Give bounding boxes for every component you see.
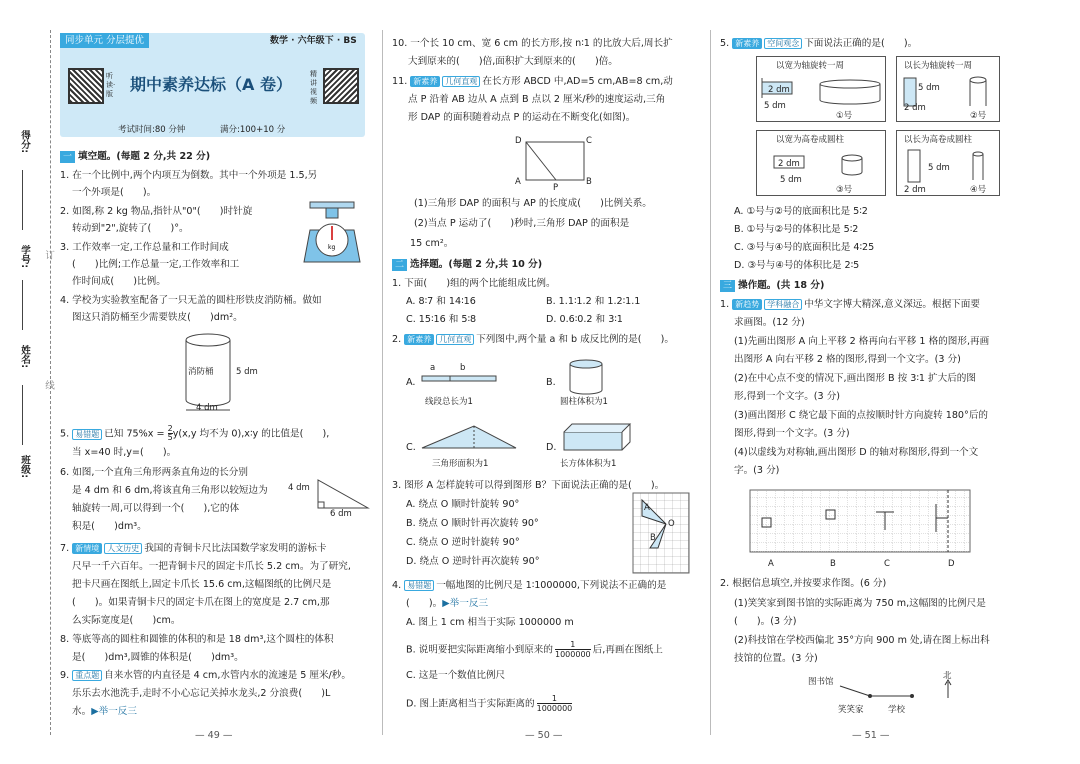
point-a: A xyxy=(515,177,521,187)
q8-line2: 是( )dm³,圆锥的体积是( )dm³。 xyxy=(72,652,244,663)
section-number: 一 xyxy=(60,151,75,163)
c1-option-a[interactable]: A. 8∶7 和 14∶16 xyxy=(406,296,476,307)
section-heading xyxy=(720,278,824,294)
c4-option-c[interactable]: C. 这是一个数值比例尺 xyxy=(406,670,506,681)
tag-key: 重点题 xyxy=(72,670,102,681)
c1-option-b[interactable]: B. 1.1∶1.2 和 1.2∶1.1 xyxy=(546,296,641,307)
section-title: 填空题。(每题 2 分,共 22 分) xyxy=(78,151,211,162)
map-north: 北 xyxy=(943,671,952,681)
q9-line2: 乐乐去水池洗手,走时不小心忘记关掉水龙头,2 分浪费( )L xyxy=(72,688,331,699)
figure-2-length: 5 dm xyxy=(918,83,940,93)
id-label: 学号: xyxy=(19,245,30,269)
q11-text-a: 在长方形 ABCD 中,AD=5 cm,AB=8 cm,动 xyxy=(482,76,673,87)
column-divider xyxy=(710,30,711,735)
tag-new-context: 新情境 xyxy=(72,543,102,554)
figure-2-title: 以长为轴旋转一周 xyxy=(904,61,973,71)
o1-sub2b: 形,得到一个文字。(3 分) xyxy=(734,391,841,402)
page-number: — 50 — xyxy=(525,730,563,741)
figure-4-length: 5 dm xyxy=(928,163,950,173)
grid-label-a: A xyxy=(768,559,774,569)
c1-option-c[interactable]: C. 15∶16 和 5∶8 xyxy=(406,314,477,325)
q1-line2: 一个外项是( )。 xyxy=(72,187,157,198)
q11-line2: 点 P 沿着 AB 边从 A 点到 B 点以 2 厘米/秒的速度运动,三角 xyxy=(408,94,666,105)
cut-mark2: 线 xyxy=(43,380,54,390)
q6-line2: 是 4 dm 和 6 dm,将该直角三角形以较短边为 xyxy=(72,485,268,496)
figure-1-title: 以宽为轴旋转一周 xyxy=(776,61,845,71)
q5-frac-num: 2 xyxy=(167,424,173,433)
q7-text-a: 我国的青铜卡尺比法国数学家发明的游标卡 xyxy=(144,543,327,554)
grid-label-c: C xyxy=(884,559,890,569)
c2-caption-b: 圆柱体积为1 xyxy=(560,397,608,407)
c3-option-c[interactable]: C. 绕点 O 逆时针旋转 90° xyxy=(406,537,520,548)
class-label: 班级: xyxy=(19,455,30,479)
o1-sub1b: 出图形 A 向右平移 2 格的图形,得到一个文字。(3 分) xyxy=(734,354,961,365)
q9-text-a: 自来水管的内直径是 4 cm,水管内水的流速是 5 厘米/秒。 xyxy=(104,670,351,681)
tag-error-prone: 易错题 xyxy=(72,429,102,440)
bucket-height: 5 dm xyxy=(236,367,258,377)
section-heading xyxy=(60,149,210,165)
tag-geometry: 几何直观 xyxy=(436,334,474,345)
q1-line1: 1. 在一个比例中,两个内项互为倒数。其中一个外项是 1.5,另 xyxy=(60,170,318,181)
figure-1-length: 5 dm xyxy=(764,101,786,111)
tag-history: 人文历史 xyxy=(104,543,142,554)
figure-1-width: 2 dm xyxy=(768,85,790,95)
cut-mark: 订 xyxy=(43,250,54,260)
o2-sub1b: ( )。(3 分) xyxy=(734,616,797,627)
c4d-text1: D. 图上距离相当于实际距离的 xyxy=(406,698,535,710)
c3-option-d[interactable]: D. 绕点 O 逆时针再次旋转 90° xyxy=(406,556,540,567)
o1-sub2a: (2)在中心点不变的情况下,画出图形 B 按 3∶1 扩大后的图 xyxy=(734,373,976,384)
c3-question: 3. 图形 A 怎样旋转可以得到图形 B？下面说法正确的是( )。 xyxy=(392,480,665,491)
map-library: 图书馆 xyxy=(808,677,834,687)
q11-sub1: (1)三角形 DAP 的面积与 AP 的长度成( )比例关系。 xyxy=(414,198,652,209)
q5-line1: 5. 易错题 已知 75%x = $\frac{2}{5}$ y(x,y 均不为 0),x∶y 的比值是( ), xyxy=(60,424,330,442)
q4-line2: 图这只消防桶至少需要铁皮( )dm²。 xyxy=(72,312,243,323)
figure-4-width: 2 dm xyxy=(904,185,926,195)
c5-text: 下面说法正确的是( )。 xyxy=(804,38,918,49)
tri-side-b: 6 dm xyxy=(330,509,352,519)
subject-label: 数学 · 六年级下 · BS xyxy=(270,36,357,46)
figure-3-title: 以宽为高卷成圆柱 xyxy=(776,135,845,145)
grid-label-b: B xyxy=(830,559,836,569)
name-label: 姓名: xyxy=(19,345,30,369)
map-school: 学校 xyxy=(888,705,906,715)
score-line xyxy=(22,170,23,230)
c4-text-a: 一幅地图的比例尺是 1∶1000000,下列说法不正确的是 xyxy=(436,580,667,591)
q5-frac-den: 5 xyxy=(167,433,173,442)
point-c: C xyxy=(586,136,592,146)
c4b-frac-num: 1 xyxy=(555,640,591,650)
c5-option-a[interactable]: A. ①号与②号的底面积比是 5∶2 xyxy=(734,206,868,217)
c5-option-d[interactable]: D. ③号与④号的体积比是 2∶5 xyxy=(734,260,860,271)
q7-line3: 把卡尺画在图纸上,固定卡爪长 15.6 cm,这幅图纸的比例尺是 xyxy=(72,579,332,590)
q2-line2: 转动到"2",旋转了( )°。 xyxy=(72,223,189,234)
series-label: 同步单元 分层提优 xyxy=(60,33,149,48)
q9-line3 xyxy=(72,704,137,720)
cuboid-figure xyxy=(560,420,632,454)
c4-question: 4. 易错题 一幅地图的比例尺是 1∶1000000,下列说法不正确的是 xyxy=(392,580,667,591)
o1-sub3a: (3)画出图形 C 绕它最下面的点按顺时针方向旋转 180°后的 xyxy=(734,410,989,421)
c2-caption-c: 三角形面积为1 xyxy=(432,459,489,469)
shape-a-label: A xyxy=(644,503,650,513)
label-a: a xyxy=(430,363,436,373)
q7-line2: 尺早一千六百年。一把青铜卡尺的固定卡爪长 5.2 cm。为了研究, xyxy=(72,561,351,572)
o1-sub4a: (4)以虚线为对称轴,画出图形 D 的轴对称图形,得到一个文 xyxy=(734,447,979,458)
figure-2-number: ②号 xyxy=(970,111,987,121)
page-title: 期中素养达标（A 卷） xyxy=(130,75,292,94)
q2-line1: 2. 如图,称 2 kg 物品,指针从"0"( )时针旋 xyxy=(60,206,253,217)
section-number: 二 xyxy=(392,259,407,271)
figure-3-number: ③号 xyxy=(836,185,853,195)
o1-line2: 求画图。(12 分) xyxy=(734,317,805,328)
o2-line1: 2. 根据信息填空,并按要求作图。(6 分) xyxy=(720,578,887,589)
c2-question: 2. 新素养 几何直观 下列图中,两个量 a 和 b 成反比例的是( )。 xyxy=(392,334,674,345)
tag-new-literacy: 新素养 xyxy=(732,38,762,49)
c4-option-b xyxy=(406,640,663,659)
figure-3-width: 2 dm xyxy=(778,159,800,169)
point-b: B xyxy=(586,177,592,187)
q5-text-a: 已知 75%x = xyxy=(104,428,168,440)
page-number: — 49 — xyxy=(195,730,233,741)
o1-sub4b: 字。(3 分) xyxy=(734,465,780,476)
c4-option-d xyxy=(406,694,574,713)
tag-new-trend: 新趋势 xyxy=(732,299,762,310)
tag-geometry: 几何直观 xyxy=(442,76,480,87)
c3-option-b[interactable]: B. 绕点 O 顺时针再次旋转 90° xyxy=(406,518,539,529)
c1-question: 1. 下面( )组的两个比能组成比例。 xyxy=(392,278,556,289)
o1-sub1a: (1)先画出图形 A 向上平移 2 格再向右平移 1 格的图形,再画 xyxy=(734,336,990,347)
q3-line1: 3. 工作效率一定,工作总量和工作时间成 xyxy=(60,242,229,253)
q6-line1: 6. 如图,一个直角三角形两条直角边的长分别 xyxy=(60,467,248,478)
more-practice-link[interactable]: ▶举一反三 xyxy=(91,706,137,717)
q10-line2: 大到原来的( )倍,面积扩大到原来的( )倍。 xyxy=(408,56,618,67)
q4-line1: 4. 学校为实验教室配备了一只无盖的圆柱形铁皮消防桶。做如 xyxy=(60,295,322,306)
cylinder-figure xyxy=(566,358,612,396)
section-title: 选择题。(每题 2 分,共 10 分) xyxy=(410,259,543,270)
exam-time: 考试时间:80 分钟 xyxy=(118,125,186,135)
qr-left-label: 听读·版 xyxy=(106,72,116,98)
tag-interdisciplinary: 学科融合 xyxy=(764,299,802,310)
o1-line1: 1. 新趋势 学科融合 中华文字博大精深,意义深远。根据下面要 xyxy=(720,299,980,310)
c4d-frac-den: 1000000 xyxy=(536,704,573,713)
label-b: b xyxy=(460,363,466,373)
score-label: 得分: xyxy=(19,130,30,154)
q6-line4: 积是( )dm³。 xyxy=(72,521,147,532)
c4-text-b: ( )。 xyxy=(406,598,443,609)
c2-caption-a: 线段总长为1 xyxy=(425,397,473,407)
full-score: 满分:100+10 分 xyxy=(220,125,286,135)
c4d-frac-num: 1 xyxy=(537,694,573,704)
o1-text-a: 中华文字博大精深,意义深远。根据下面要 xyxy=(804,299,980,310)
q8-line1: 8. 等底等高的圆柱和圆锥的体积的和是 18 dm³,这个圆柱的体积 xyxy=(60,634,334,645)
o2-sub1a: (1)笑笑家到图书馆的实际距离为 750 m,这幅图的比例尺是 xyxy=(734,598,986,609)
c2-option-b[interactable]: B. xyxy=(546,377,556,388)
q11-line1: 11. 新素养 几何直观 在长方形 ABCD 中,AD=5 cm,AB=8 cm,动 xyxy=(392,76,673,87)
c4-line2 xyxy=(406,596,488,612)
name-line xyxy=(22,385,23,445)
c5-question: 5. 新素养 空间观念 下面说法正确的是( )。 xyxy=(720,38,918,49)
c2-text: 下列图中,两个量 a 和 b 成反比例的是( )。 xyxy=(476,334,674,345)
q9-text-c: 水。 xyxy=(72,706,92,717)
c4b-frac-den: 1000000 xyxy=(555,650,591,659)
q11-line3: 形 DAP 的面积随着动点 P 的运动在不断变化(如图)。 xyxy=(408,112,636,123)
tag-new-literacy: 新素养 xyxy=(404,334,434,345)
figure-4-title: 以长为高卷成圆柱 xyxy=(904,135,973,145)
c4b-text1: B. 说明要把实际距离缩小到原来的 xyxy=(406,644,553,656)
more-practice-link[interactable]: ▶举一反三 xyxy=(442,598,489,609)
q9-line1: 9. 重点题 自来水管的内直径是 4 cm,水管内水的流速是 5 厘米/秒。 xyxy=(60,670,351,681)
tri-side-a: 4 dm xyxy=(288,483,310,493)
scale-figure xyxy=(296,200,368,268)
id-line xyxy=(22,280,23,330)
o2-sub2a: (2)科技馆在学校西偏北 35°方向 900 m 处,请在图上标出科 xyxy=(734,635,990,646)
o2-sub2b: 技馆的位置。(3 分) xyxy=(734,653,818,664)
bucket-diameter: 4 dm xyxy=(196,403,218,413)
c2-option-d[interactable]: D. xyxy=(546,442,557,453)
tag-new-literacy: 新素养 xyxy=(410,76,440,87)
q11-sub2: (2)当点 P 运动了( )秒时,三角形 DAP 的面积是 xyxy=(414,218,630,229)
figure-2-width: 2 dm xyxy=(904,103,926,113)
q7-line5: 么实际宽度是( )cm。 xyxy=(72,615,181,626)
figure-4-number: ④号 xyxy=(970,185,987,195)
figure-1-number: ①号 xyxy=(836,111,853,121)
drawing-grid[interactable] xyxy=(748,488,974,558)
map-home: 笑笑家 xyxy=(838,705,864,715)
c4b-text2: 后,再画在图纸上 xyxy=(592,644,663,656)
q11-sub3: 15 cm²。 xyxy=(410,238,454,249)
c2-option-a[interactable]: A. xyxy=(406,377,416,388)
section-heading xyxy=(392,257,542,273)
grid-label-d: D xyxy=(948,559,955,569)
point-p: P xyxy=(553,183,559,193)
section-title: 操作题。(共 18 分) xyxy=(738,280,825,291)
q6-line3: 轴旋转一周,可以得到一个( ),它的体 xyxy=(72,503,240,514)
tag-error-prone: 易错题 xyxy=(404,580,434,591)
c1-option-d[interactable]: D. 0.6∶0.2 和 3∶1 xyxy=(546,314,623,325)
qr-code-right xyxy=(323,68,359,104)
c2-option-c[interactable]: C. xyxy=(406,442,416,453)
c5-option-b[interactable]: B. ①号与②号的体积比是 5∶2 xyxy=(734,224,859,235)
q7-line4: ( )。如果青铜卡尺的固定卡爪在图上的宽度是 2.7 cm,那 xyxy=(72,597,330,608)
q3-line2: ( )比例;工作总量一定,工作效率和工 xyxy=(72,259,240,270)
point-o-label: O xyxy=(668,519,675,529)
o1-sub3b: 图形,得到一个文字。(3 分) xyxy=(734,428,850,439)
q3-line3: 作时间成( )比例。 xyxy=(72,276,166,287)
q10-line1: 10. 一个长 10 cm、宽 6 cm 的长方形,按 n∶1 的比放大后,周长扩 xyxy=(392,38,673,49)
c2-caption-d: 长方体体积为1 xyxy=(560,459,617,469)
column-divider xyxy=(382,30,383,735)
q5-text-b: y(x,y 均不为 0),x∶y 的比值是( ), xyxy=(172,428,330,440)
q7-line1: 7. 新情境 人文历史 我国的青铜卡尺比法国数学家发明的游标卡 xyxy=(60,543,327,554)
tag-spatial: 空间观念 xyxy=(764,38,802,49)
qr-right-label: 精讲视频 xyxy=(310,70,317,105)
section-number: 三 xyxy=(720,280,735,292)
qr-code-left xyxy=(68,68,104,104)
c3-option-a[interactable]: A. 绕点 O 顺时针旋转 90° xyxy=(406,499,520,510)
triangle-area-figure xyxy=(420,422,520,454)
bucket-label: 消防桶 xyxy=(188,367,214,377)
c5-option-c[interactable]: C. ③号与④号的底面积比是 4∶25 xyxy=(734,242,875,253)
q5-line2: 当 x=40 时,y=( )。 xyxy=(72,447,177,458)
figure-3-length: 5 dm xyxy=(780,175,802,185)
scale-unit: kg xyxy=(328,244,336,251)
point-d: D xyxy=(515,136,522,146)
shape-b-label: B xyxy=(650,533,656,543)
page-number: — 51 — xyxy=(852,730,890,741)
c4-option-a[interactable]: A. 图上 1 cm 相当于实际 1000000 m xyxy=(406,617,574,628)
rotation-grid-figure xyxy=(632,492,692,574)
